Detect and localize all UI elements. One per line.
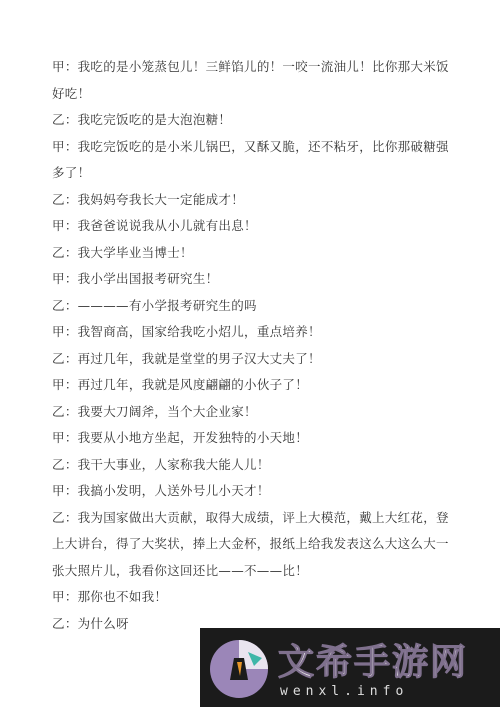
- line-text: 我吃完饭吃的是小米儿锅巴，又酥又脆，还不粘牙，比你那破糖强多了！: [52, 138, 449, 180]
- speaker-label: 乙: [52, 456, 65, 472]
- line-text: 再过几年，我就是堂堂的男子汉大丈夫了！: [77, 350, 321, 366]
- speaker-label: 乙: [52, 112, 65, 127]
- speaker-colon: ：: [64, 297, 78, 313]
- dialogue-line: [52, 478, 452, 505]
- dialogue-line: [52, 452, 452, 479]
- line-text: 我大学毕业当博士！: [77, 244, 193, 260]
- dialogue-line: [52, 240, 452, 267]
- line-text: 我吃完饭吃的是大泡泡糖！: [77, 112, 232, 127]
- speaker-colon: ：: [64, 615, 78, 631]
- speaker-colon: ：: [64, 509, 78, 525]
- dialogue-line: [52, 346, 452, 373]
- watermark: [200, 628, 500, 707]
- speaker-colon: ：: [64, 271, 78, 286]
- dialogue-line: [52, 107, 452, 134]
- site-logo-icon: [204, 632, 274, 702]
- speaker-label: 乙: [52, 191, 65, 207]
- dialogue-line: [52, 266, 452, 293]
- speaker-label: 乙: [52, 509, 65, 525]
- dialogue-text: [52, 54, 452, 637]
- line-text: 那你也不如我！: [77, 589, 168, 604]
- speaker-label: 甲: [52, 377, 65, 392]
- line-text: 我吃的是小笼蒸包儿！三鲜馅儿的！一咬一流油儿！比你那大米饭好吃！: [52, 59, 449, 101]
- line-text: ————有小学报考研究生的吗: [77, 297, 257, 313]
- line-text: 为什么呀: [77, 615, 129, 631]
- line-text: 我干大事业，人家称我大能人儿！: [77, 456, 270, 472]
- speaker-label: 乙: [52, 244, 65, 260]
- speaker-label: 甲: [52, 218, 65, 233]
- dialogue-line: [52, 584, 452, 611]
- watermark-url: wenxl.info: [280, 684, 409, 699]
- speaker-colon: ：: [64, 112, 78, 127]
- speaker-label: 甲: [52, 324, 65, 339]
- dialogue-line: [52, 54, 452, 107]
- speaker-colon: ：: [64, 218, 78, 233]
- dialogue-line: [52, 425, 452, 452]
- speaker-colon: ：: [64, 456, 78, 472]
- watermark-title: 文希手游网: [278, 642, 469, 683]
- speaker-label: 乙: [52, 297, 65, 313]
- dialogue-line: [52, 372, 452, 399]
- speaker-label: 甲: [52, 430, 65, 445]
- line-text: 我搞小发明，人送外号儿小天才！: [77, 483, 270, 498]
- speaker-label: 甲: [52, 483, 65, 498]
- dialogue-line: [52, 213, 452, 240]
- speaker-label: 乙: [52, 403, 65, 419]
- dialogue-line: [52, 187, 452, 214]
- line-text: 我智商高，国家给我吃小炤儿，重点培养！: [77, 324, 321, 339]
- speaker-label: 甲: [52, 59, 65, 74]
- speaker-colon: ：: [64, 350, 78, 366]
- speaker-colon: ：: [64, 59, 78, 74]
- speaker-label: 甲: [52, 589, 65, 604]
- speaker-colon: ：: [64, 324, 78, 339]
- speaker-label: 甲: [52, 271, 65, 286]
- line-text: 我要从小地方坐起，开发独特的小天地！: [77, 430, 309, 445]
- line-text: 我小学出国报考研究生！: [77, 271, 219, 286]
- speaker-label: 乙: [52, 615, 65, 631]
- dialogue-line: [52, 293, 452, 320]
- dialogue-line: [52, 319, 452, 346]
- dialogue-line: [52, 505, 452, 585]
- speaker-colon: ：: [64, 589, 78, 604]
- speaker-label: 甲: [52, 138, 65, 154]
- line-text: 再过几年，我就是风度翩翩的小伙子了！: [77, 377, 309, 392]
- speaker-colon: ：: [64, 138, 78, 154]
- line-text: 我爸爸说说我从小儿就有出息！: [77, 218, 257, 233]
- dialogue-line: [52, 134, 452, 187]
- speaker-colon: ：: [64, 191, 78, 207]
- speaker-colon: ：: [64, 244, 78, 260]
- speaker-colon: ：: [64, 403, 78, 419]
- speaker-colon: ：: [64, 430, 78, 445]
- line-text: 我妈妈夸我长大一定能成才！: [77, 191, 245, 207]
- speaker-colon: ：: [64, 377, 78, 392]
- speaker-colon: ：: [64, 483, 78, 498]
- speaker-label: 乙: [52, 350, 65, 366]
- line-text: 我为国家做出大贡献，取得大成绩，评上大模范，戴上大红花，登上大讲台，得了大奖状，捧上大金杯，报纸上给我发表这么大这么大一张大照片儿，我看你这回还比——不——比！: [52, 509, 449, 578]
- line-text: 我要大刀阔斧，当个大企业家！: [77, 403, 257, 419]
- dialogue-line: [52, 399, 452, 426]
